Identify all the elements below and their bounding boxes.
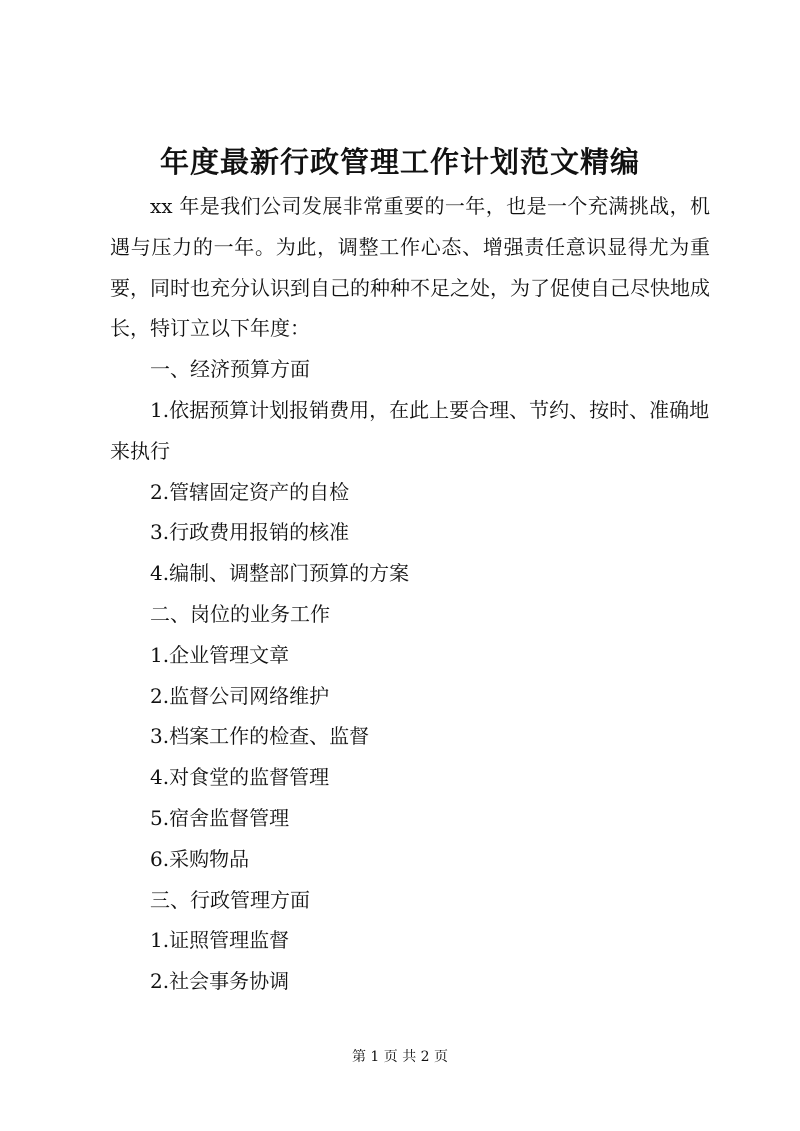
list-item: 6.采购物品 <box>150 846 250 871</box>
list-item: 2.监督公司网络维护 <box>150 683 330 708</box>
section-heading: 三、行政管理方面 <box>150 887 310 912</box>
list-item: 1.企业管理文章 <box>150 642 290 667</box>
document-body <box>110 186 710 1002</box>
intro-paragraph: xx 年是我们公司发展非常重要的一年，也是一个充满挑战，机遇与压力的一年。为此，调整工作心态、增强责任意识显得尤为重要，同时也充分认识到自己的种种不足之处，为了促使自己尽快地成长，特订立以下年度： <box>110 194 710 341</box>
document-title: 年度最新行政管理工作计划范文精编 <box>159 145 640 179</box>
list-item: 3.行政费用报销的核准 <box>150 520 350 545</box>
section-heading: 一、经济预算方面 <box>150 357 310 382</box>
list-item: 3.档案工作的检查、监督 <box>150 724 370 749</box>
list-item: 5.宿舍监督管理 <box>150 805 290 830</box>
page-footer: 第 1 页 共 2 页 <box>351 1049 449 1065</box>
section-heading: 二、岗位的业务工作 <box>150 601 330 626</box>
list-item: 4.对食堂的监督管理 <box>150 765 330 790</box>
list-item: 1.证照管理监督 <box>150 928 290 953</box>
list-item: 2.社会事务协调 <box>150 969 290 994</box>
list-item: 1.依据预算计划报销费用，在此上要合理、节约、按时、准确地来执行 <box>110 397 710 463</box>
list-item: 2.管辖固定资产的自检 <box>150 479 350 504</box>
list-item: 4.编制、调整部门预算的方案 <box>150 561 410 586</box>
